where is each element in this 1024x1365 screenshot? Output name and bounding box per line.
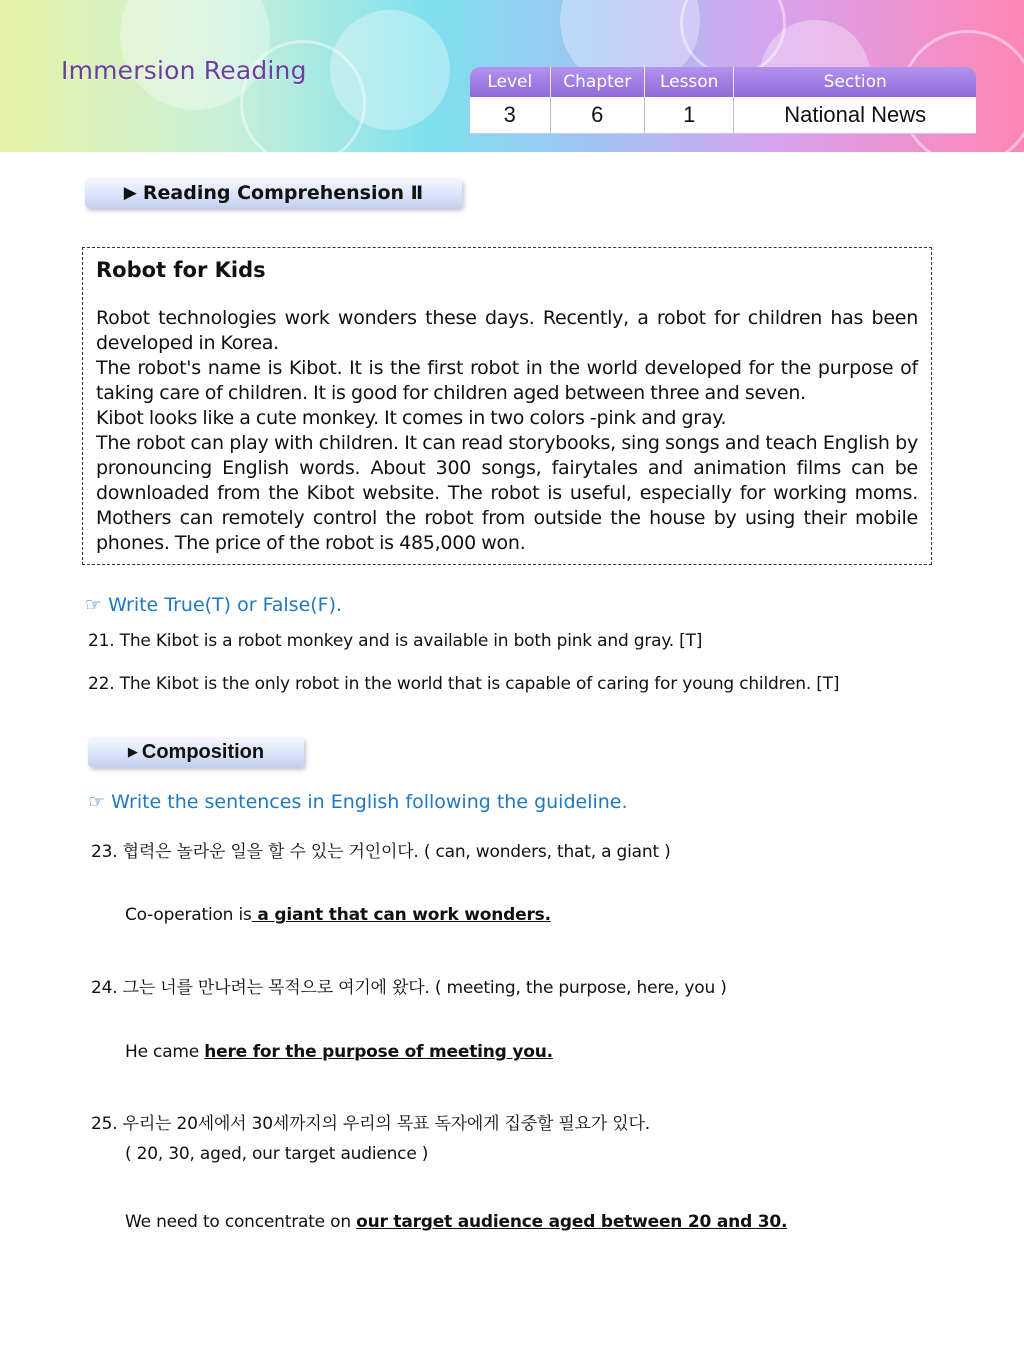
answer-prefix: He came [125,1042,205,1062]
lesson-info-header [470,67,976,97]
answer-prefix: Co-operation is [125,905,252,925]
story-paragraph: The robot can play with children. It can read storybooks, sing songs and teach English by pronouncing English words. About 300 songs, fairytales and animation films can be downloaded from the Kibot website. The robot is useful, especially for working moms. Mothers can remotely control the robot from outside the house by using their mobile phones. The price of the robot is 485,000 won. [96,432,918,554]
story-paragraph: Robot technologies work wonders these days. Recently, a robot for children has been developed in Korea. [96,307,918,354]
column-section: Section [823,72,887,92]
answer-prefix: We need to concentrate on [125,1212,357,1232]
question-22: 22. The Kibot is the only robot in the world that is capable of caring for young children. [T] [88,674,840,694]
chapter-value: 6 [551,97,645,133]
answer-25 [125,1212,787,1232]
composition-instruction: ☞ Write the sentences in English following the guideline. [88,791,628,813]
brand-title: Immersion Reading [61,56,307,85]
section-label: Composition [141,740,265,763]
question-24: 24. 그는 너를 만나려는 목적으로 여기에 왔다. ( meeting, the purpose, here, you ) [91,978,727,998]
reading-comprehension-heading [85,178,462,208]
section-label: Reading Comprehension Ⅱ [142,182,424,204]
column-level: Level [470,67,551,97]
question-25: 25. 우리는 20세에서 30세까지의 우리의 목표 독자에게 집중할 필요가 있다. [91,1114,650,1134]
story-paragraph: Kibot looks like a cute monkey. It comes in two colors -pink and gray. [96,407,727,429]
story-box [82,247,932,565]
question-25-hint: ( 20, 30, aged, our target audience ) [125,1144,429,1164]
answer-text: a giant that can work wonders. [251,905,551,925]
level-value: 3 [470,97,551,133]
answer-24 [125,1042,553,1062]
true-false-instruction: ☞ Write True(T) or False(F). [85,594,343,616]
story-title: Robot for Kids [96,258,266,282]
composition-heading [88,737,304,767]
lesson-value: 1 [645,97,734,133]
story-paragraph: The robot's name is Kibot. It is the first robot in the world developed for the purpose of taking care of children. It is good for children aged between three and seven. [96,357,918,404]
answer-text: here for the purpose of meeting you. [204,1042,553,1062]
lesson-info-values [470,97,976,134]
question-21: 21. The Kibot is a robot monkey and is available in both pink and gray. [T] [88,631,703,651]
column-chapter: Chapter [551,67,645,97]
question-23: 23. 협력은 놀라운 일을 할 수 있는 거인이다. ( can, wonders, that, a giant ) [91,842,671,862]
answer-23 [125,905,551,925]
section-value: National News [784,102,927,127]
play-arrow-icon: ▶ [127,744,138,760]
answer-text: our target audience aged between 20 and 30. [356,1212,788,1232]
column-lesson: Lesson [645,67,734,97]
play-arrow-icon: ▶ [123,183,137,203]
